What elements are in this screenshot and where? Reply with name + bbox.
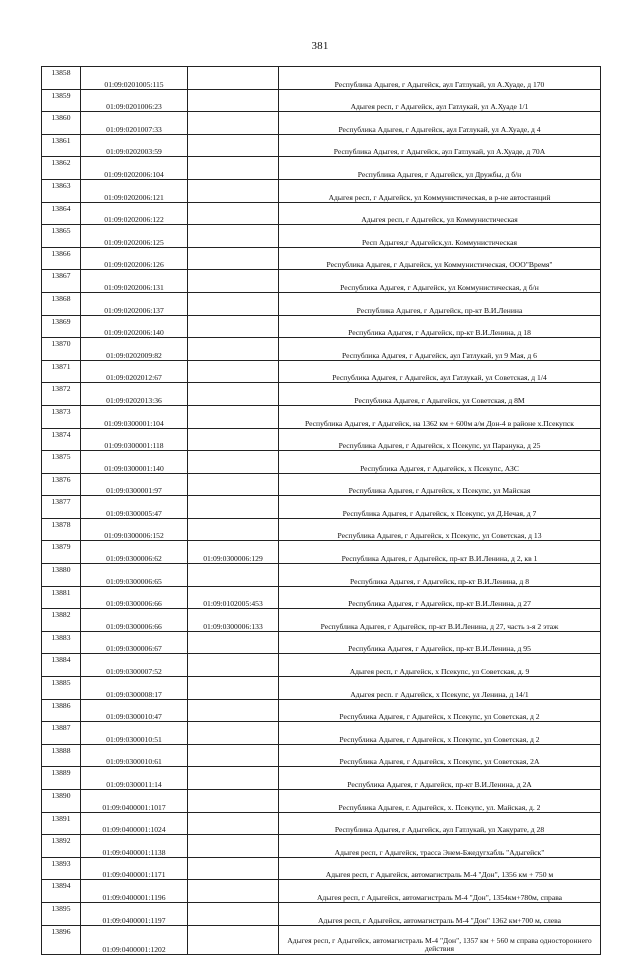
address-cell: Республика Адыгея, г Адыгейск, ул Дружбы, д б/н [279,157,601,180]
address-cell: Республика Адыгея, г Адыгейск, пр-кт В.И.Ленина, д 95 [279,631,601,654]
cadastral-number-cell: 01:09:0202006:104 [81,157,188,180]
row-number-cell: 13863 [42,179,81,202]
cadastral-number-cell: 01:09:0300006:152 [81,518,188,541]
cadastral-number-cell: 01:09:0202003:59 [81,134,188,157]
table-row [42,67,601,90]
cadastral-number-cell: 01:09:0400001:1024 [81,812,188,835]
row-number-cell: 13872 [42,383,81,406]
address-cell: Республика Адыгея, г Адыгейск, аул Гатлукай, ул А.Хуаде, д 4 [279,112,601,135]
row-number-cell: 13886 [42,699,81,722]
row-number-cell: 13889 [42,767,81,790]
address-cell: Адыгея респ, г Адыгейск, аул Гатлукай, ул А.Хуаде 1/1 [279,89,601,112]
row-number-cell: 13891 [42,812,81,835]
cadastral-number-cell: 01:09:0202006:126 [81,247,188,270]
linked-cadastral-number-cell [188,722,279,745]
table-row [42,586,601,609]
row-number-cell: 13866 [42,247,81,270]
address-cell: Адыгея респ, г Адыгейск, автомагистраль М-4 "Дон", 1356 км + 750 м [279,857,601,880]
table-row [42,767,601,790]
cadastral-number-cell: 01:09:0400001:1017 [81,790,188,813]
row-number-cell: 13859 [42,89,81,112]
cadastral-number-cell: 01:09:0202009:82 [81,338,188,361]
row-number-cell: 13874 [42,428,81,451]
address-cell: Адыгея респ, г Адыгейск, х Псекупс, ул Советская, д. 9 [279,654,601,677]
address-cell: Республика Адыгея, г Адыгейск, х Псекупс, ул Советская, д 2 [279,722,601,745]
table-row [42,473,601,496]
table-row [42,405,601,428]
linked-cadastral-number-cell: 01:09:0300006:129 [188,541,279,564]
linked-cadastral-number-cell [188,383,279,406]
row-number-cell: 13870 [42,338,81,361]
row-number-cell: 13867 [42,270,81,293]
row-number-cell: 13892 [42,835,81,858]
table-row [42,812,601,835]
row-number-cell: 13871 [42,360,81,383]
row-number-cell: 13888 [42,744,81,767]
linked-cadastral-number-cell [188,857,279,880]
cadastral-number-cell: 01:09:0300006:66 [81,609,188,632]
row-number-cell: 13868 [42,292,81,315]
cadastral-number-cell: 01:09:0300006:65 [81,564,188,587]
linked-cadastral-number-cell [188,699,279,722]
cadastral-number-cell: 01:09:0201005:115 [81,67,188,90]
cadastral-number-cell: 01:09:0400001:1138 [81,835,188,858]
cadastral-number-cell: 01:09:0202013:36 [81,383,188,406]
address-cell: Республика Адыгея, г Адыгейск, аул Гатлукай, ул Хакурате, д 28 [279,812,601,835]
address-cell: Республика Адыгея, г Адыгейск, аул Гатлукай, ул 9 Мая, д 6 [279,338,601,361]
cadastral-number-cell: 01:09:0300001:140 [81,451,188,474]
linked-cadastral-number-cell [188,315,279,338]
address-cell: Республика Адыгея, г Адыгейск, аул Гатлукай, ул Советская, д 1/4 [279,360,601,383]
cadastral-number-cell: 01:09:0202006:122 [81,202,188,225]
address-cell: Республика Адыгея, г Адыгейск, пр-кт В.И.Ленина, д 2А [279,767,601,790]
table-row [42,315,601,338]
table-row [42,496,601,519]
linked-cadastral-number-cell [188,247,279,270]
row-number-cell: 13858 [42,67,81,90]
address-cell: Республика Адыгея, г Адыгейск, х Псекупс, ул Советская, д 2 [279,699,601,722]
cadastral-number-cell: 01:09:0201007:33 [81,112,188,135]
row-number-cell: 13873 [42,405,81,428]
cadastral-number-cell: 01:09:0300010:51 [81,722,188,745]
address-cell: Республика Адыгея, г Адыгейск, аул Гатлукай, ул А.Хуаде, д 170 [279,67,601,90]
table-row [42,677,601,700]
cadastral-number-cell: 01:09:0202006:131 [81,270,188,293]
row-number-cell: 13880 [42,564,81,587]
linked-cadastral-number-cell [188,428,279,451]
table-row [42,925,601,954]
row-number-cell: 13887 [42,722,81,745]
address-cell: Республика Адыгея, г Адыгейск, х Псекупс, ул Советская, д 13 [279,518,601,541]
table-row [42,292,601,315]
table-row [42,790,601,813]
address-cell: Адыгея респ, г Адыгейск, автомагистраль М-4 "Дон", 1357 км + 560 м справа одностороннего действия [279,925,601,954]
page-number: 381 [311,40,329,52]
address-cell: Республика Адыгея, г Адыгейск, пр-кт В.И.Ленина, д 27 [279,586,601,609]
linked-cadastral-number-cell [188,67,279,90]
address-cell: Республика Адыгея, г Адыгейск, ул Коммунистическая, ООО"Время" [279,247,601,270]
linked-cadastral-number-cell [188,880,279,903]
row-number-cell: 13879 [42,541,81,564]
row-number-cell: 13881 [42,586,81,609]
table-row [42,744,601,767]
linked-cadastral-number-cell [188,157,279,180]
address-cell: Адыгея респ. г Адыгейск, х Псекупс, ул Ленина, д 14/1 [279,677,601,700]
linked-cadastral-number-cell [188,744,279,767]
table-row [42,360,601,383]
linked-cadastral-number-cell [188,518,279,541]
row-number-cell: 13882 [42,609,81,632]
linked-cadastral-number-cell [188,451,279,474]
row-number-cell: 13893 [42,857,81,880]
linked-cadastral-number-cell [188,360,279,383]
linked-cadastral-number-cell [188,225,279,248]
cadastral-number-cell: 01:09:0202012:67 [81,360,188,383]
linked-cadastral-number-cell [188,405,279,428]
table-row [42,654,601,677]
table-row [42,880,601,903]
linked-cadastral-number-cell [188,631,279,654]
table-row [42,179,601,202]
row-number-cell: 13865 [42,225,81,248]
cadastral-number-cell: 01:09:0300005:47 [81,496,188,519]
address-cell: Республика Адыгея, г Адыгейск, х Псекупс, ул Д.Нечая, д 7 [279,496,601,519]
cadastral-number-cell: 01:09:0400001:1196 [81,880,188,903]
cadastral-number-cell: 01:09:0300011:14 [81,767,188,790]
address-cell: Республика Адыгея, г Адыгейск, пр-кт В.И.Ленина [279,292,601,315]
row-number-cell: 13884 [42,654,81,677]
row-number-cell: 13885 [42,677,81,700]
address-cell: Республика Адыгея, г Адыгейск, х Псекупс, ул Советская, 2А [279,744,601,767]
cadastral-number-cell: 01:09:0300007:52 [81,654,188,677]
linked-cadastral-number-cell: 01:09:0102005:453 [188,586,279,609]
cadastral-number-cell: 01:09:0300001:104 [81,405,188,428]
cadastral-number-cell: 01:09:0202006:140 [81,315,188,338]
row-number-cell: 13869 [42,315,81,338]
table-row [42,857,601,880]
table-row [42,89,601,112]
table-row [42,112,601,135]
table-row [42,157,601,180]
table-row [42,202,601,225]
cadastral-number-cell: 01:09:0300006:67 [81,631,188,654]
linked-cadastral-number-cell [188,925,279,954]
linked-cadastral-number-cell [188,812,279,835]
row-number-cell: 13877 [42,496,81,519]
address-cell: Республика Адыгея, г Адыгейск, пр-кт В.И.Ленина, д 2, кв 1 [279,541,601,564]
row-number-cell: 13860 [42,112,81,135]
address-cell: Респ Адыгея,г Адыгейск,ул. Коммунистическая [279,225,601,248]
cadastral-number-cell: 01:09:0300006:66 [81,586,188,609]
cadastral-number-cell: 01:09:0400001:1197 [81,902,188,925]
linked-cadastral-number-cell: 01:09:0300006:133 [188,609,279,632]
address-cell: Республика Адыгея, г Адыгейск, х Псекупс, ул Паранука, д 25 [279,428,601,451]
row-number-cell: 13861 [42,134,81,157]
address-cell: Адыгея респ, г Адыгейск, трасса Энем-Бжедугхабль "Адыгейск" [279,835,601,858]
cadastral-number-cell: 01:09:0300010:47 [81,699,188,722]
cadastral-number-cell: 01:09:0300006:62 [81,541,188,564]
linked-cadastral-number-cell [188,902,279,925]
linked-cadastral-number-cell [188,134,279,157]
table-row [42,270,601,293]
address-cell: Республика Адыгея, г Адыгейск, ул Советская, д 8М [279,383,601,406]
table-row [42,609,601,632]
row-number-cell: 13890 [42,790,81,813]
linked-cadastral-number-cell [188,338,279,361]
table-row [42,428,601,451]
table-row [42,902,601,925]
address-cell: Республика Адыгея, г Адыгейск, х Псекупс, АЗС [279,451,601,474]
address-cell: Республика Адыгея, г. Адыгейск, х. Псекупс, ул. Майская, д. 2 [279,790,601,813]
table-row [42,225,601,248]
table-row [42,338,601,361]
cadastral-number-cell: 01:09:0201006:23 [81,89,188,112]
address-cell: Адыгея респ, г Адыгейск, автомагистраль М-4 "Дон" 1362 км+700 м, слева [279,902,601,925]
table-row [42,835,601,858]
cadastral-number-cell: 01:09:0400001:1202 [81,925,188,954]
cadastral-number-cell: 01:09:0300010:61 [81,744,188,767]
linked-cadastral-number-cell [188,292,279,315]
table-row [42,451,601,474]
address-cell: Республика Адыгея, г Адыгейск, аул Гатлукай, ул А.Хуаде, д 70А [279,134,601,157]
linked-cadastral-number-cell [188,496,279,519]
address-cell: Адыгея респ, г Адыгейск, ул Коммунистическая, в р-не автостанций [279,179,601,202]
linked-cadastral-number-cell [188,473,279,496]
cadastral-number-cell: 01:09:0202006:137 [81,292,188,315]
cadastral-number-cell: 01:09:0300001:97 [81,473,188,496]
address-cell: Республика Адыгея, г Адыгейск, на 1362 км + 600м а/м Дон-4 в районе х.Псекупск [279,405,601,428]
table-row [42,518,601,541]
address-cell: Республика Адыгея, г Адыгейск, х Псекупс, ул Майская [279,473,601,496]
address-cell: Республика Адыгея, г Адыгейск, пр-кт В.И.Ленина, д 27, часть з-я 2 этаж [279,609,601,632]
row-number-cell: 13862 [42,157,81,180]
row-number-cell: 13883 [42,631,81,654]
linked-cadastral-number-cell [188,677,279,700]
address-cell: Республика Адыгея, г Адыгейск, пр-кт В.И.Ленина, д 18 [279,315,601,338]
linked-cadastral-number-cell [188,790,279,813]
address-cell: Адыгея респ, г Адыгейск, ул Коммунистическая [279,202,601,225]
cadastral-number-cell: 01:09:0202006:125 [81,225,188,248]
table-row [42,631,601,654]
cadastral-number-cell: 01:09:0400001:1171 [81,857,188,880]
table-row [42,247,601,270]
linked-cadastral-number-cell [188,179,279,202]
row-number-cell: 13876 [42,473,81,496]
address-cell: Республика Адыгея, г Адыгейск, пр-кт В.И.Ленина, д 8 [279,564,601,587]
linked-cadastral-number-cell [188,270,279,293]
row-number-cell: 13896 [42,925,81,954]
cadastral-number-cell: 01:09:0300001:118 [81,428,188,451]
table-row [42,134,601,157]
linked-cadastral-number-cell [188,112,279,135]
cadastral-number-cell: 01:09:0202006:121 [81,179,188,202]
table-row [42,541,601,564]
address-cell: Республика Адыгея, г Адыгейск, ул Коммунистическая, д б/н [279,270,601,293]
linked-cadastral-number-cell [188,767,279,790]
row-number-cell: 13878 [42,518,81,541]
row-number-cell: 13895 [42,902,81,925]
cadastral-number-cell: 01:09:0300008:17 [81,677,188,700]
row-number-cell: 13894 [42,880,81,903]
table-row [42,383,601,406]
linked-cadastral-number-cell [188,89,279,112]
table-row [42,564,601,587]
linked-cadastral-number-cell [188,654,279,677]
row-number-cell: 13864 [42,202,81,225]
table-row [42,699,601,722]
address-cell: Адыгея респ, г Адыгейск, автомагистраль М-4 "Дон", 1354км+780м, справа [279,880,601,903]
linked-cadastral-number-cell [188,202,279,225]
linked-cadastral-number-cell [188,564,279,587]
linked-cadastral-number-cell [188,835,279,858]
table-row [42,722,601,745]
row-number-cell: 13875 [42,451,81,474]
registry-table-body [42,67,601,955]
registry-table [41,66,601,955]
